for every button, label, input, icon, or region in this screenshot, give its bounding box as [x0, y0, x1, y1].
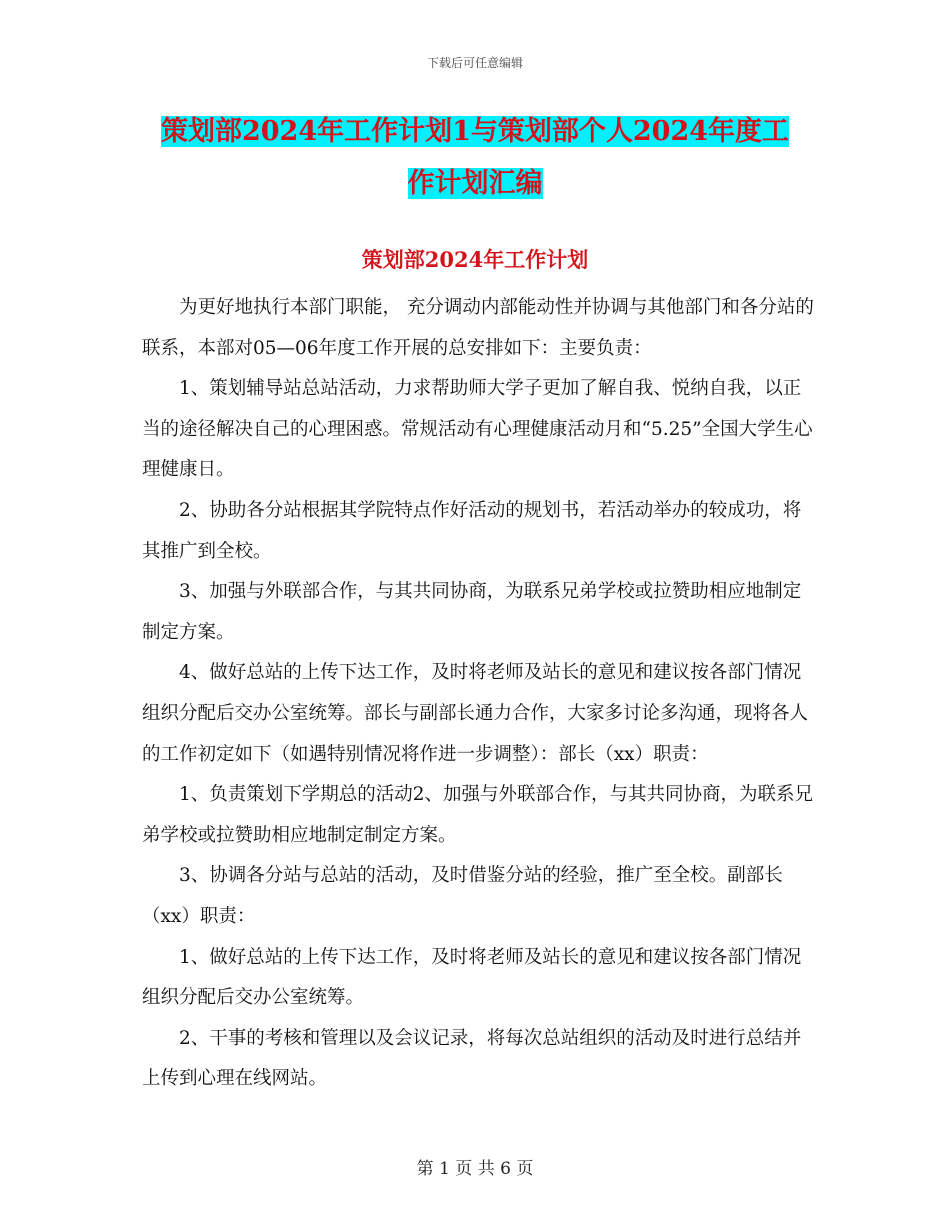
document-title [140, 106, 810, 210]
paragraph-item: 3、协调各分站与总站的活动，及时借鉴分站的经验，推广至全校。副部长（xx）职责： [142, 865, 783, 927]
paragraph-item: 1、策划辅导站总站活动，力求帮助师大学子更加了解自我、悦纳自我，以正当的途径解决自己的心理困惑。常规活动有心理健康活动月和“5.25”全国大学生心理健康日。 [142, 378, 813, 481]
paragraph-item: 2、干事的考核和管理以及会议记录，将每次总站组织的活动及时进行总结并上传到心理在线网站。 [142, 1027, 802, 1090]
paragraph-item: 4、做好总站的上传下达工作，及时将老师及站长的意见和建议按各部门情况组织分配后交办公室统筹。部长与副部长通力合作，大家多讨论多沟通，现将各人的工作初定如下（如遇特别情况将作进一步调整）：部长（xx）职责： [142, 662, 809, 765]
paragraph-item: 2、协助各分站根据其学院特点作好活动的规划书，若活动举办的较成功，将其推广到全校。 [142, 499, 802, 562]
paragraph-intro: 为更好地执行本部门职能， 充分调动内部能动性并协调与其他部门和各分站的联系，本部对05—06年度工作开展的总安排如下：主要负责： [142, 297, 814, 359]
page-header: 下载后可任意编辑 [426, 56, 523, 70]
section-title: 策划部2024年工作计划 [361, 247, 589, 272]
page-number: 第 1 页 共 6 页 [416, 1159, 534, 1179]
title-line-2: 作计划汇编 [407, 168, 543, 199]
paragraph-item: 3、加强与外联部合作，与其共同协商，为联系兄弟学校或拉赞助相应地制定制定方案。 [142, 581, 802, 643]
paragraph-item: 1、做好总站的上传下达工作，及时将老师及站长的意见和建议按各部门情况组织分配后交办公室统筹。 [142, 946, 802, 1009]
paragraph-item: 1、负责策划下学期总的活动2、加强与外联部合作，与其共同协商，为联系兄弟学校或拉赞助相应地制定制定方案。 [142, 784, 814, 846]
title-line-1: 策划部2024年工作计划1与策划部个人2024年度工 [160, 116, 790, 147]
document-body [142, 288, 814, 1100]
